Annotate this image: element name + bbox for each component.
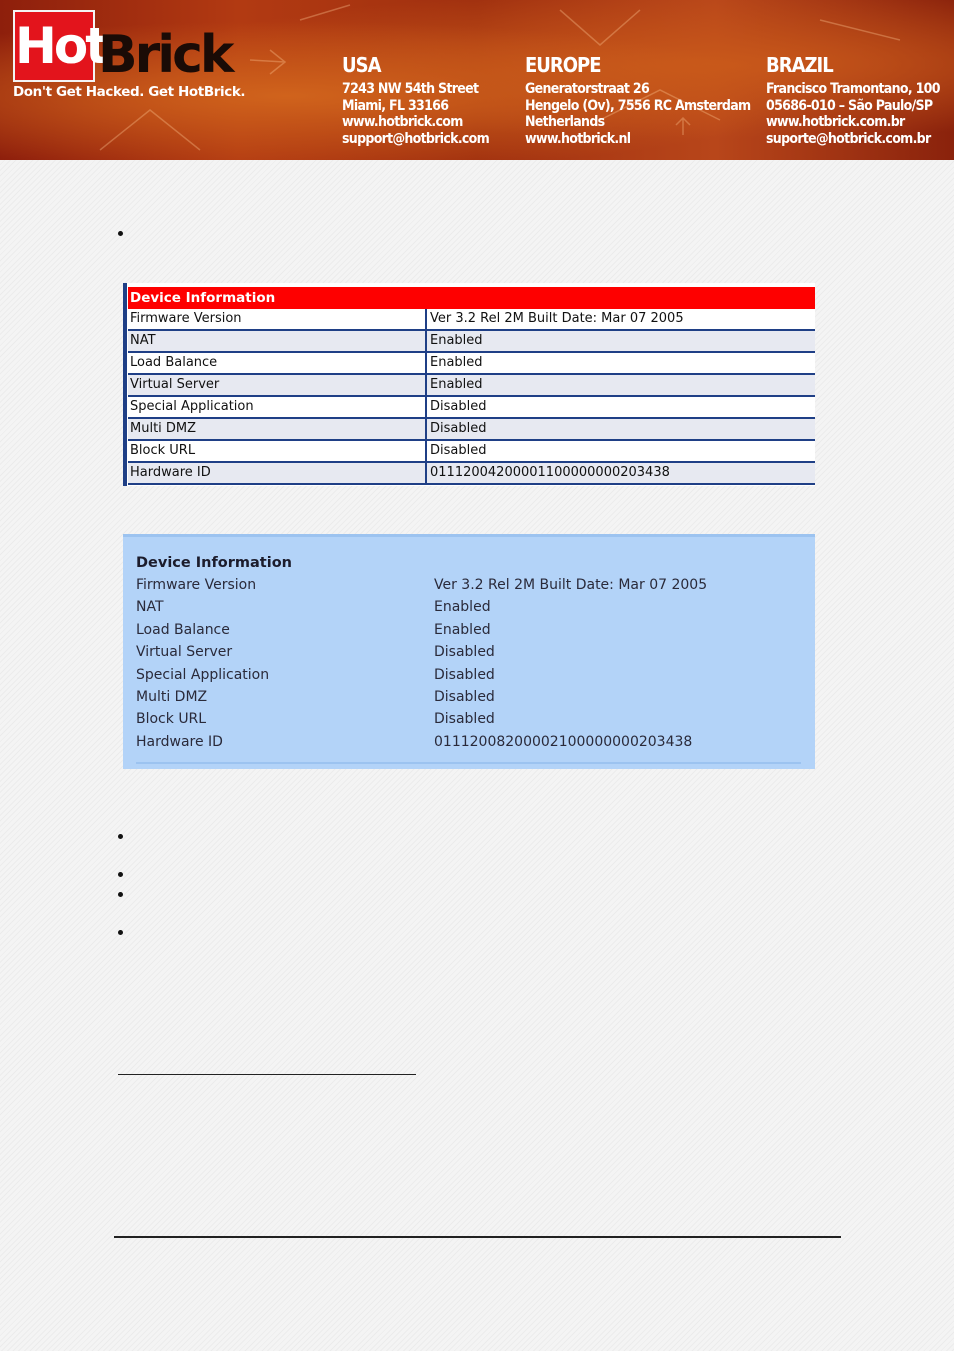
logo-tagline: Don't Get Hacked. Get HotBrick. bbox=[13, 84, 246, 100]
device-info-table-new bbox=[123, 534, 815, 769]
row-label: Load Balance bbox=[136, 622, 230, 638]
region-address-line: Miami, FL 33166 bbox=[342, 97, 449, 114]
bullet-point bbox=[118, 872, 123, 877]
row-value: Enabled bbox=[430, 333, 483, 348]
row-label: Firmware Version bbox=[136, 577, 257, 593]
table-title: Device Information bbox=[128, 287, 815, 309]
row-value: Ver 3.2 Rel 2M Built Date: Mar 07 2005 bbox=[430, 311, 684, 326]
table-row bbox=[128, 309, 815, 331]
table-row bbox=[136, 667, 806, 689]
table-row bbox=[128, 419, 815, 441]
region-europe bbox=[525, 52, 750, 147]
row-value: 01112004200001100000000203438 bbox=[430, 465, 670, 480]
region-name: BRAZIL bbox=[766, 53, 833, 77]
region-address-line: Netherlands bbox=[525, 114, 605, 130]
row-value: Enabled bbox=[434, 599, 491, 615]
bullet-point bbox=[118, 892, 123, 897]
row-value: Ver 3.2 Rel 2M Built Date: Mar 07 2005 bbox=[434, 577, 708, 593]
table-row bbox=[136, 622, 806, 644]
row-value: 01112008200002100000000203438 bbox=[434, 734, 693, 750]
table-row bbox=[136, 689, 806, 711]
column-divider bbox=[425, 353, 427, 373]
bullet-point bbox=[118, 834, 123, 839]
column-divider bbox=[425, 375, 427, 395]
region-address-line: Francisco Tramontano, 100 bbox=[766, 81, 940, 97]
row-value: Enabled bbox=[430, 355, 483, 370]
bullet-point bbox=[118, 231, 123, 236]
row-value: Disabled bbox=[434, 689, 495, 705]
row-value: Disabled bbox=[434, 667, 495, 683]
header-banner bbox=[0, 0, 954, 160]
region-website: www.hotbrick.nl bbox=[525, 130, 631, 147]
row-value: Disabled bbox=[430, 443, 487, 458]
region-address-line: Generatorstraat 26 bbox=[525, 81, 650, 97]
table-row bbox=[136, 599, 806, 621]
column-divider bbox=[425, 309, 427, 329]
logo-brick: Brick bbox=[98, 25, 232, 85]
row-label: Special Application bbox=[130, 399, 254, 414]
row-label: Firmware Version bbox=[130, 311, 242, 326]
table-row bbox=[128, 375, 815, 397]
row-label: Multi DMZ bbox=[130, 421, 197, 436]
device-info-table-old bbox=[123, 283, 815, 486]
table-row bbox=[128, 463, 815, 485]
logo-hot bbox=[13, 10, 107, 82]
region-website: www.hotbrick.com bbox=[342, 114, 463, 130]
bullet-point bbox=[118, 930, 123, 935]
row-value: Disabled bbox=[434, 644, 495, 660]
row-label: Multi DMZ bbox=[136, 689, 208, 705]
row-value: Disabled bbox=[434, 711, 495, 727]
row-label: Hardware ID bbox=[130, 465, 211, 480]
column-divider bbox=[425, 441, 427, 461]
region-usa bbox=[342, 52, 489, 147]
row-label: NAT bbox=[136, 599, 164, 615]
region-address-line: Hengelo (Ov), 7556 RC Amsterdam bbox=[525, 97, 751, 114]
region-name: EUROPE bbox=[525, 53, 601, 77]
logo-hot-text: Hot bbox=[15, 17, 107, 75]
table-row bbox=[128, 397, 815, 419]
row-label: Hardware ID bbox=[136, 734, 223, 750]
table-row bbox=[128, 331, 815, 353]
region-brazil bbox=[766, 52, 940, 147]
table-row bbox=[136, 577, 806, 599]
row-label: Block URL bbox=[136, 711, 207, 727]
region-name: USA bbox=[342, 53, 381, 77]
table-row bbox=[128, 353, 815, 375]
table-row bbox=[136, 734, 806, 756]
row-value: Enabled bbox=[430, 377, 483, 392]
column-divider bbox=[425, 463, 427, 483]
row-label: Block URL bbox=[130, 443, 196, 458]
row-value: Enabled bbox=[434, 622, 491, 638]
region-address-line: 7243 NW 54th Street bbox=[342, 81, 479, 97]
region-website: www.hotbrick.com.br bbox=[766, 114, 905, 130]
table-row bbox=[136, 711, 806, 733]
row-label: NAT bbox=[130, 333, 156, 348]
row-value: Disabled bbox=[430, 421, 487, 436]
table-row bbox=[128, 441, 815, 463]
region-email: suporte@hotbrick.com.br bbox=[766, 130, 931, 147]
table-title: Device Information bbox=[136, 555, 292, 571]
region-email: support@hotbrick.com bbox=[342, 130, 490, 147]
region-address-line: 05686-010 – São Paulo/SP bbox=[766, 97, 933, 114]
table-bottom-rule bbox=[136, 762, 801, 764]
footnote-separator bbox=[118, 1074, 416, 1075]
row-label: Special Application bbox=[136, 667, 270, 683]
column-divider bbox=[425, 397, 427, 417]
row-label: Virtual Server bbox=[136, 644, 233, 660]
column-divider bbox=[425, 331, 427, 351]
row-label: Virtual Server bbox=[130, 377, 220, 392]
row-value: Disabled bbox=[430, 399, 487, 414]
column-divider bbox=[425, 419, 427, 439]
row-label: Load Balance bbox=[130, 355, 218, 370]
table-row bbox=[136, 644, 806, 666]
footer-rule bbox=[114, 1236, 841, 1238]
